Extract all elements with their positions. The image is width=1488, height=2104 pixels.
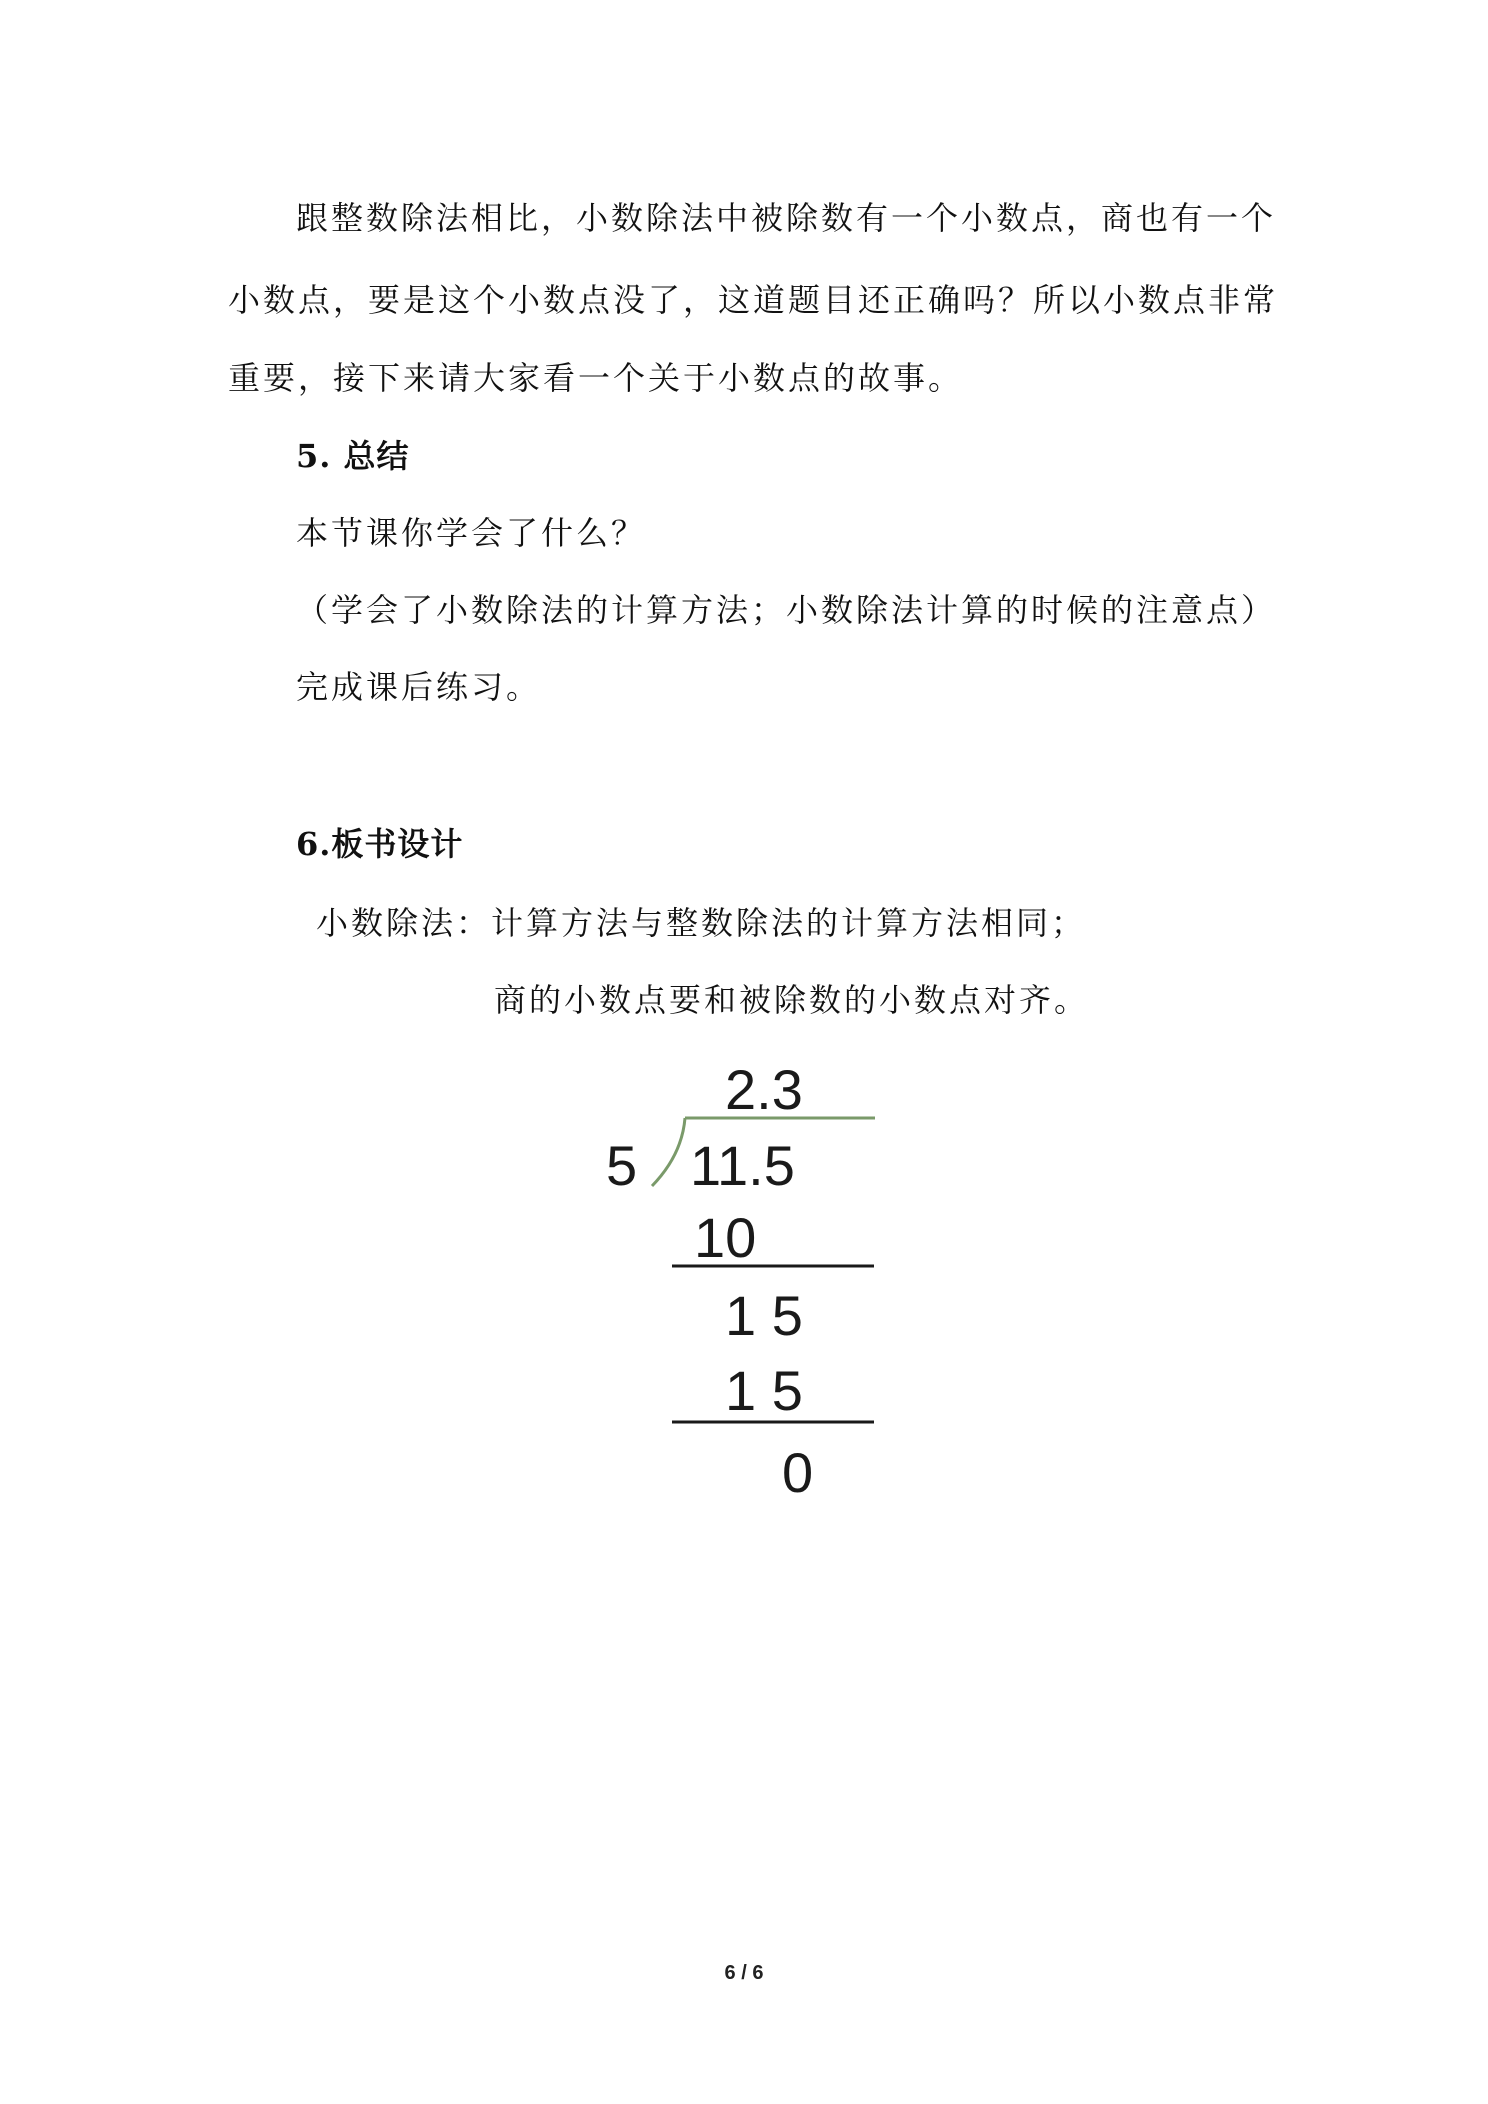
intro-paragraph-line-2: 小数点，要是这个小数点没了，这道题目还正确吗？所以小数点非常 bbox=[228, 281, 1279, 319]
step-2-product: 1 5 bbox=[725, 1359, 803, 1422]
board-design-line-1: 小数除法：计算方法与整数除法的计算方法相同； bbox=[316, 904, 1087, 942]
section-6-heading: 6.板书设计 bbox=[296, 825, 464, 863]
dividend: 11.5 bbox=[690, 1134, 795, 1197]
intro-paragraph-line-1: 跟整数除法相比，小数除法中被除数有一个小数点，商也有一个 bbox=[296, 199, 1277, 237]
section-5-question: 本节课你学会了什么？ bbox=[296, 514, 647, 552]
final-remainder: 0 bbox=[782, 1441, 814, 1504]
section-5-homework: 完成课后练习。 bbox=[296, 668, 542, 706]
long-division-figure bbox=[590, 1050, 890, 1510]
divisor: 5 bbox=[606, 1134, 638, 1197]
quotient: 2.3 bbox=[725, 1058, 803, 1121]
step-1-product: 10 bbox=[694, 1206, 757, 1269]
page-number: 6 / 6 bbox=[724, 1962, 764, 1984]
board-design-line-2: 商的小数点要和被除数的小数点对齐。 bbox=[494, 981, 1090, 1019]
division-bracket bbox=[652, 1118, 685, 1186]
section-5-heading: 5. 总结 bbox=[296, 437, 410, 475]
section-5-answer: （学会了小数除法的计算方法；小数除法计算的时候的注意点） bbox=[296, 591, 1277, 629]
intro-paragraph-line-3: 重要，接下来请大家看一个关于小数点的故事。 bbox=[228, 359, 964, 397]
step-1-remainder: 1 5 bbox=[725, 1284, 803, 1347]
